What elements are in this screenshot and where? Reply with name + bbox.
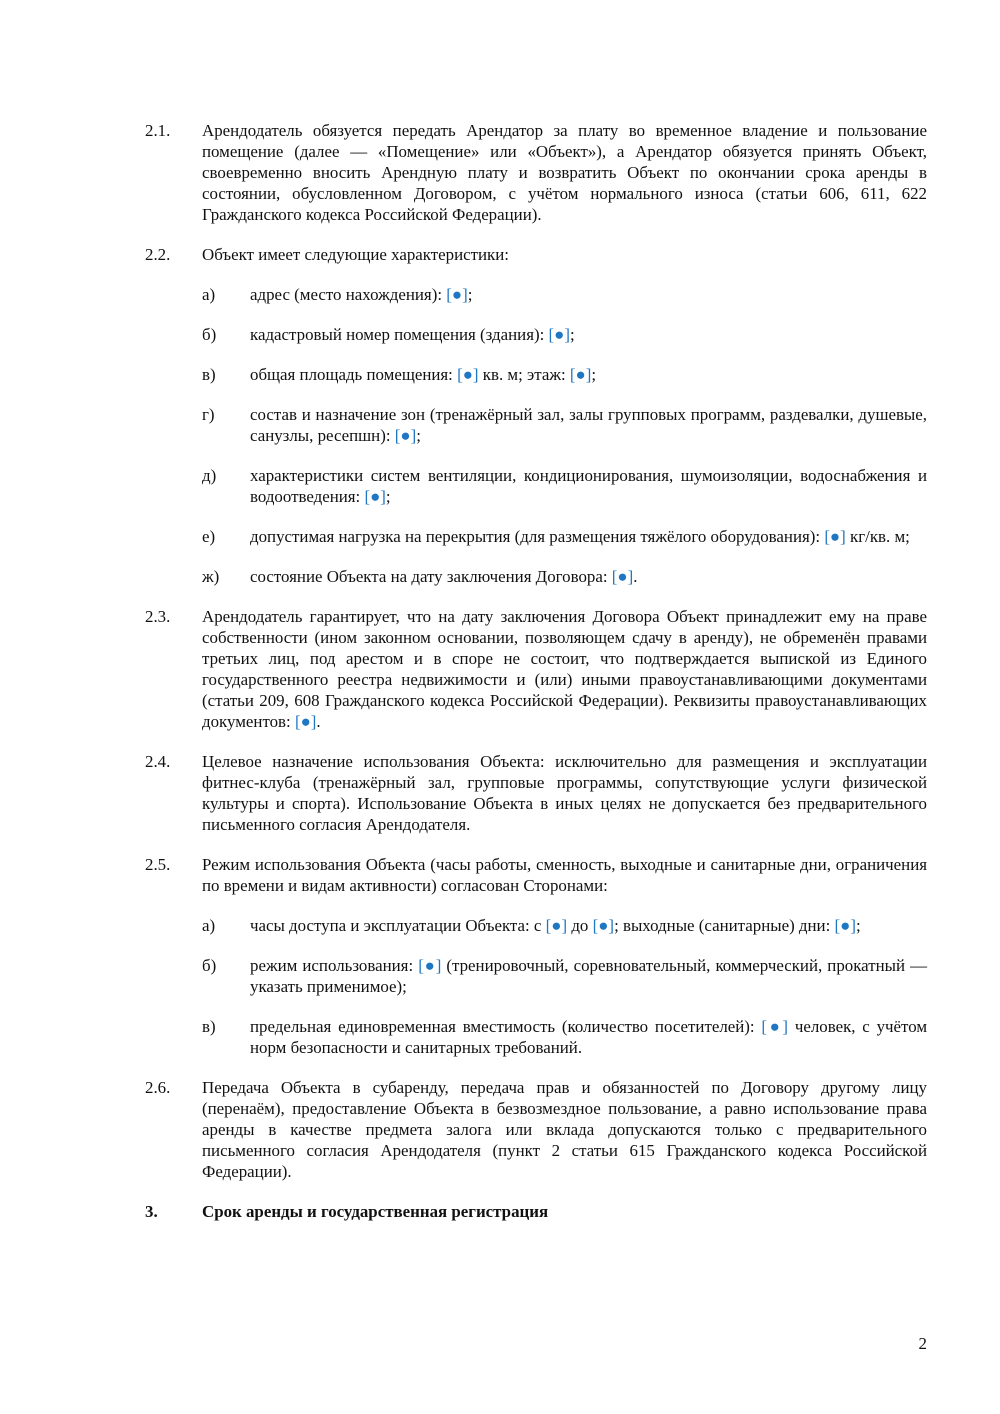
section-heading-3: [145, 1201, 927, 1222]
placeholder-field[interactable]: [●]: [761, 1017, 789, 1036]
subclause-letter: б): [202, 956, 217, 975]
subclause-letter: г): [202, 405, 215, 424]
clause-2-3: [145, 606, 927, 732]
subclause-text: .: [633, 567, 638, 586]
subclause-b: [202, 324, 927, 345]
placeholder-field[interactable]: [●]: [457, 365, 479, 384]
clause-text: Арендодатель обязуется передать Арендатор за плату во временное владение и пользование помещение (далее — «Помещение» или «Объект»), а Арендатор обязуется принять Объект, своевременно вносить Арендную плату и возвратить Объект по окончании срока аренды в состоянии, обусловленном Договором, с учётом нормального износа (статьи 606, 611, 622 Гражданского кодекса Российской Федерации).: [202, 121, 927, 224]
subclause-text: ;: [591, 365, 597, 384]
subclause-text: ; выходные (санитарные) дни:: [614, 916, 835, 935]
subclause-text: режим использования:: [250, 956, 419, 975]
placeholder-field[interactable]: [●]: [294, 712, 317, 731]
subclause-e: [202, 526, 927, 547]
placeholder-field[interactable]: [●]: [824, 527, 846, 546]
subclause-letter: б): [202, 325, 217, 344]
document-body: [145, 120, 927, 1222]
subclause-text: состав и назначение зон (тренажёрный зал, залы групповых программ, раздевалки, душевые, санузлы, ресепшн):: [250, 405, 927, 445]
subclause-text: ;: [416, 426, 421, 445]
clause-number: 2.5.: [145, 855, 171, 874]
clause-number: 2.4.: [145, 752, 171, 771]
clause-text: Объект имеет следующие характеристики:: [202, 245, 509, 264]
subclause-letter: в): [202, 1017, 216, 1036]
subclause-text: характеристики систем вентиляции, кондиционирования, шумоизоляции, водоснабжения и водоотведения:: [250, 466, 927, 506]
placeholder-field[interactable]: [●]: [611, 567, 634, 586]
placeholder-field[interactable]: [●]: [592, 916, 615, 935]
clause-text: Передача Объекта в субаренду, передача прав и обязанностей по Договору другому лицу (перенаём), предоставление Объекта в безвозмездное пользование, а равно использование права аренды в качестве предмета залога или вклада допускаются только с предварительного письменного согласия Арендодателя (пункт 2 статьи 615 Гражданского кодекса Российской Федерации).: [202, 1078, 927, 1181]
page-number: 2: [918, 1334, 927, 1353]
clause-number: 2.3.: [145, 607, 171, 626]
subclause-text: допустимая нагрузка на перекрытия (для размещения тяжёлого оборудования):: [250, 527, 825, 546]
subclause-letter: в): [202, 365, 216, 384]
subclause-text: ;: [569, 325, 575, 344]
subclause-b: [202, 955, 927, 997]
placeholder-field[interactable]: [●]: [548, 325, 570, 344]
clause-2-4: [145, 751, 927, 835]
subclause-text: состояние Объекта на дату заключения Договора:: [250, 567, 612, 586]
clause-2-5: [145, 854, 927, 1058]
placeholder-field[interactable]: [●]: [446, 285, 468, 304]
placeholder-field[interactable]: [●]: [394, 426, 417, 445]
subclause-text: кадастровый номер помещения (здания):: [250, 325, 549, 344]
clause-2-6: [145, 1077, 927, 1182]
subclause-letter: а): [202, 916, 216, 935]
placeholder-field[interactable]: [●]: [569, 365, 592, 384]
subclause-text: до: [567, 916, 593, 935]
clause-number: 2.2.: [145, 245, 171, 264]
subclause-text: общая площадь помещения:: [250, 365, 458, 384]
clause-text: Целевое назначение использования Объекта: исключительно для размещения и эксплуатации фитнес-клуба (тренажёрный зал, групповые программы, сопутствующие услуги физической культуры и спорта). Использование Объекта в иных целях не допускается без предварительного письменного согласия Арендодателя.: [202, 752, 927, 834]
clause-text: .: [316, 712, 321, 731]
subclause-text: человек, с учётом норм безопасности и санитарных требований.: [250, 1017, 928, 1057]
subclause-text: часы доступа и эксплуатации Объекта: с: [250, 916, 546, 935]
clause-text: Арендодатель гарантирует, что на дату заключения Договора Объект принадлежит ему на праве собственности (ином законном основании, позволяющем сдачу в аренду), не обременён правами третьих лиц, под арестом и в споре не состоит, что подтверждается выпиской из Единого государственного реестра недвижимости и (или) иными правоустанавливающими документами (статьи 209, 608 Гражданского кодекса Российской Федерации). Реквизиты правоустанавливающих документов:: [202, 607, 927, 731]
section-number: 3.: [145, 1202, 158, 1221]
subclause-text: предельная единовременная вместимость (количество посетителей):: [250, 1017, 762, 1036]
placeholder-field[interactable]: [●]: [364, 487, 386, 506]
clause-2-1: [145, 120, 927, 225]
subclause-list: [202, 284, 927, 587]
subclause-letter: е): [202, 527, 216, 546]
clause-number: 2.6.: [145, 1078, 171, 1097]
subclause-letter: а): [202, 285, 216, 304]
clause-text: Режим использования Объекта (часы работы, сменность, выходные и санитарные дни, ограничения по времени и видам активности) согласован Сторонами:: [202, 855, 927, 895]
subclause-zh: [202, 566, 927, 587]
subclause-text: кв. м; этаж:: [478, 365, 570, 384]
subclause-a: [202, 284, 927, 305]
clause-number: 2.1.: [145, 121, 171, 140]
subclause-text: кг/кв. м;: [845, 527, 910, 546]
placeholder-field[interactable]: [●]: [545, 916, 568, 935]
subclause-letter: ж): [202, 567, 220, 586]
section-title: Срок аренды и государственная регистрация: [202, 1202, 549, 1221]
subclause-v: [202, 1016, 927, 1058]
subclause-text: ;: [467, 285, 473, 304]
placeholder-field[interactable]: [●]: [418, 956, 442, 975]
clause-2-2: [145, 244, 927, 587]
placeholder-field[interactable]: [●]: [834, 916, 856, 935]
subclause-text: адрес (место нахождения):: [250, 285, 447, 304]
subclause-g: [202, 404, 927, 446]
subclause-text: ;: [385, 487, 391, 506]
subclause-list: [202, 915, 927, 1058]
subclause-text: (тренировочный, соревновательный, коммерческий, прокатный — указать применимое);: [250, 956, 927, 996]
subclause-v: [202, 364, 927, 385]
subclause-letter: д): [202, 466, 217, 485]
subclause-a: [202, 915, 927, 936]
subclause-d: [202, 465, 927, 507]
subclause-text: ;: [855, 916, 861, 935]
